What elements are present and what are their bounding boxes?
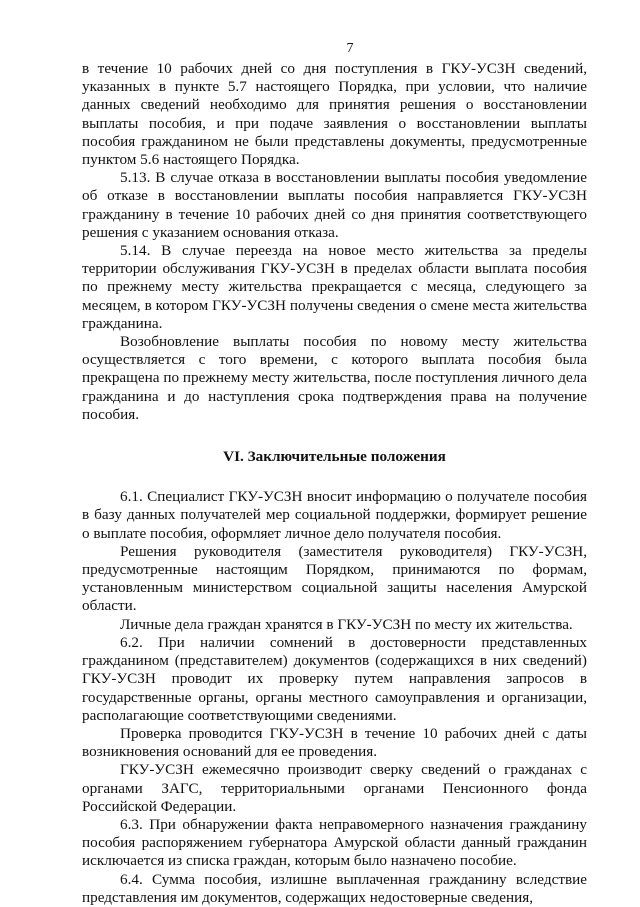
paragraph: Личные дела граждан хранятся в ГКУ-УСЗН по месту их жительства. (120, 615, 573, 633)
paragraph: Решения руководителя (заместителя руководителя) ГКУ-УСЗН, предусмотренные настоящим Порядком, принимаются по формам, установленным министерством социальной защиты населения Амурской области. (82, 542, 587, 615)
paragraph: 6.1. Специалист ГКУ-УСЗН вносит информацию о получателе пособия в базу данных получателей мер социальной поддержки, формирует решение о выплате пособия, оформляет личное дело получателя пособия. (82, 488, 587, 542)
paragraph: Возобновление выплаты пособия по новому месту жительства осуществляется с того времени, с которого выплата пособия была прекращена по прежнему месту жительства, после поступления личного дела гражданина и до наступления срока подтверждения права на получение пособия. (82, 333, 587, 423)
paragraph: Проверка проводится ГКУ-УСЗН в течение 10 рабочих дней с даты возникновения оснований для ее проведения. (82, 724, 587, 761)
paragraph: 5.13. В случае отказа в восстановлении выплаты пособия уведомление об отказе в восстановлении выплаты пособия направляется ГКУ-УСЗН гражданину в течение 10 рабочих дней со дня принятия соответствующего решения с указанием основания отказа. (82, 169, 587, 241)
paragraph: 6.3. При обнаружении факта неправомерного назначения гражданину пособия распоряжением губернатора Амурской области данный гражданин исключается из списка граждан, которым было назначено пособие. (82, 815, 587, 870)
section-heading: VI. Заключительные положения (223, 448, 446, 466)
paragraph: 6.4. Сумма пособия, излишне выплаченная гражданину вследствие представления им документов, содержащих недостоверные сведения, (82, 870, 587, 906)
document-body (82, 60, 587, 907)
paragraph: 5.14. В случае переезда на новое место жительства за пределы территории обслуживания ГКУ-УСЗН в пределах области выплата пособия по прежнему месту жительства прекращается с месяца, следующего за месяцем, в котором ГКУ-УСЗН получены сведения о смене места жительства гражданина. (82, 242, 587, 332)
paragraph: ГКУ-УСЗН ежемесячно производит сверку сведений о гражданах с органами ЗАГС, территориальными органами Пенсионного фонда Российской Федерации. (82, 761, 587, 815)
paragraph: 6.2. При наличии сомнений в достоверности представленных гражданином (представителем) документов (содержащихся в них сведений) ГКУ-УСЗН проводит их проверку путем направления запросов в государственные органы, органы местного самоуправления и организации, располагающие соответствующими сведениями. (82, 633, 587, 724)
page-number: 7 (346, 41, 354, 56)
paragraph: в течение 10 рабочих дней со дня поступления в ГКУ-УСЗН сведений, указанных в пункте 5.7 настоящего Порядка, при условии, что наличие данных сведений необходимо для принятия решения о восстановлении выплаты пособия, и при подаче заявления о восстановлении выплаты пособия гражданином не были представлены документы, предусмотренные пунктом 5.6 настоящего Порядка. (82, 60, 587, 169)
